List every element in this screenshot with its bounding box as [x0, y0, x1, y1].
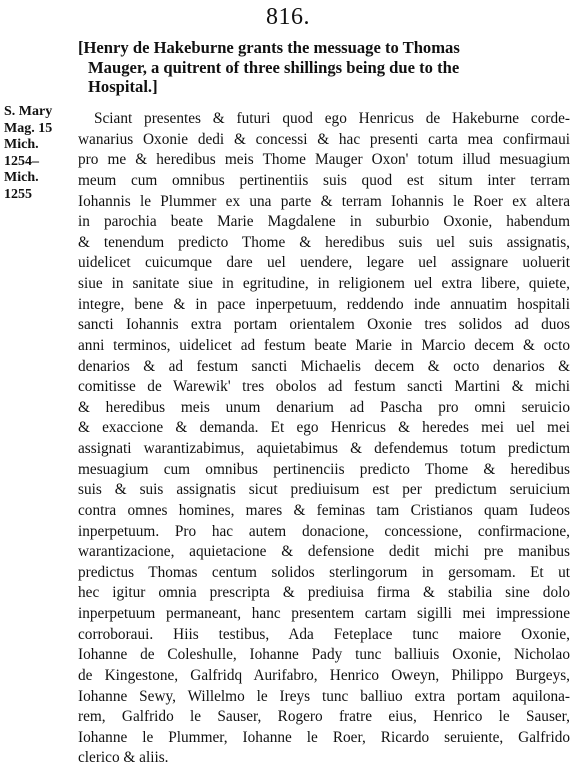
- charter-text-line: Sciant presentes & futuri quod ego Henricus de Hakeburne corde-: [94, 110, 570, 127]
- charter-text-line: integre, bene & in pace inperpetuum, reddendo inde annuatim hospitali: [78, 295, 570, 313]
- charter-text-line: pro me & heredibus meis Thome Mauger Oxon' totum illud mesuagium: [78, 151, 570, 169]
- charter-text-line: Iohanne Sewy, Willelmo le Ireys tunc balliuo extra portam aquilona-: [78, 687, 570, 705]
- margin-note-line: Mich.: [4, 137, 39, 152]
- charter-text-line: anni terminos, uidelicet ad festum beate Marie in Marcio decem & octo: [78, 336, 570, 354]
- charter-text-line: rem, Galfrido le Sauser, Rogero fratre eius, Henrico le Sauser,: [78, 708, 570, 726]
- charter-text-line: inperpetuum permaneant, hanc presentem cartam sigilli mei impressione: [78, 605, 570, 622]
- heading-line: Hospital.]: [88, 77, 158, 96]
- charter-text-line: predictus Thomas centum solidos sterlingorum in gersomam. Et ut: [78, 563, 570, 581]
- margin-date-note: [4, 104, 70, 203]
- charter-text-line: Iohanne le Plummer, Iohanne le Roer, Ricardo seruiente, Galfrido: [78, 728, 570, 746]
- page-number: 816.: [266, 4, 310, 30]
- document-heading: [78, 38, 570, 97]
- charter-text-line: uidelicet cuicumque dare uel uendere, legare uel assignare uoluerit: [78, 254, 570, 272]
- charter-text-line: comitisse de Warewik' tres obolos ad festum sancti Martini & michi: [78, 378, 570, 396]
- charter-text-line: mesuagium cum omnibus pertinenciis predicto Thome & heredibus: [78, 460, 570, 478]
- charter-text-line: sancti Iohannis extra portam orientalem Oxonie tres solidos ad duos: [78, 316, 570, 334]
- charter-text-line: meum cum omnibus pertinentiis suis quod est situm inter terram: [78, 171, 570, 189]
- charter-text-line: denarios & ad festum sancti Michaelis decem & octo denarios &: [78, 357, 570, 375]
- charter-text-line: suis & suis assignatis sicut prediuisum est per predictum seruicium: [78, 481, 570, 499]
- charter-text-line: & exaccione & demanda. Et ego Henricus & heredes mei uel mei: [78, 419, 570, 437]
- charter-text-line: siue in sanitate siue in egritudine, in religionem uel extra libere, quiete,: [78, 275, 570, 292]
- charter-text-line: & heredibus meis unum denarium ad Pascha pro omni seruicio: [78, 398, 570, 416]
- charter-text-line: wanarius Oxonie dedi & concessi & hac presenti carta mea confirmaui: [78, 130, 570, 148]
- margin-note-line: 1254–: [4, 153, 39, 169]
- charter-text-line: assignati warantizabimus, aquietabimus & defendemus totum predictum: [78, 440, 570, 457]
- charter-text-line: in parochia beate Marie Magdalene in suburbio Oxonie, habendum: [78, 213, 570, 231]
- charter-text-line: & tenendum predicto Thome & heredibus suis uel suis assignatis,: [78, 233, 570, 251]
- charter-text-line: warantizacione, aquietacione & defensione dedit michi pre manibus: [78, 543, 570, 561]
- charter-text: [78, 109, 570, 769]
- charter-text-line: Iohanne de Coleshulle, Iohanne Pady tunc balliuis Oxonie, Nicholao: [78, 646, 570, 664]
- charter-text-line: Iohannis le Plummer ex una parte & terram Iohannis le Roer ex altera: [78, 192, 570, 210]
- charter-text-line: clerico & aliis.: [78, 749, 169, 767]
- charter-text-line: corroboraui. Hiis testibus, Ada Feteplace tunc maiore Oxonie,: [78, 625, 570, 643]
- margin-note-line: 1255: [4, 186, 32, 202]
- charter-text-line: contra omnes homines, mares & feminas tam Cristianos quam Iudeos: [78, 501, 570, 519]
- charter-text-line: inperpetuum. Pro hac autem donacione, concessione, confirmacione,: [78, 522, 570, 540]
- charter-text-line: de Kingestone, Galfridq Aurifabro, Henrico Oweyn, Philippo Burgeys,: [78, 666, 570, 684]
- charter-text-line: hec igitur omnia prescripta & prediuisa firma & stabilia sine dolo: [78, 584, 570, 602]
- margin-note-line: S. Mary: [4, 104, 53, 119]
- heading-line: [Henry de Hakeburne grants the messuage to Thomas: [78, 38, 460, 57]
- margin-note-line: Mich.: [4, 170, 39, 185]
- margin-note-line: Mag. 15: [4, 120, 53, 136]
- heading-line: Mauger, a quitrent of three shillings being due to the: [88, 57, 460, 77]
